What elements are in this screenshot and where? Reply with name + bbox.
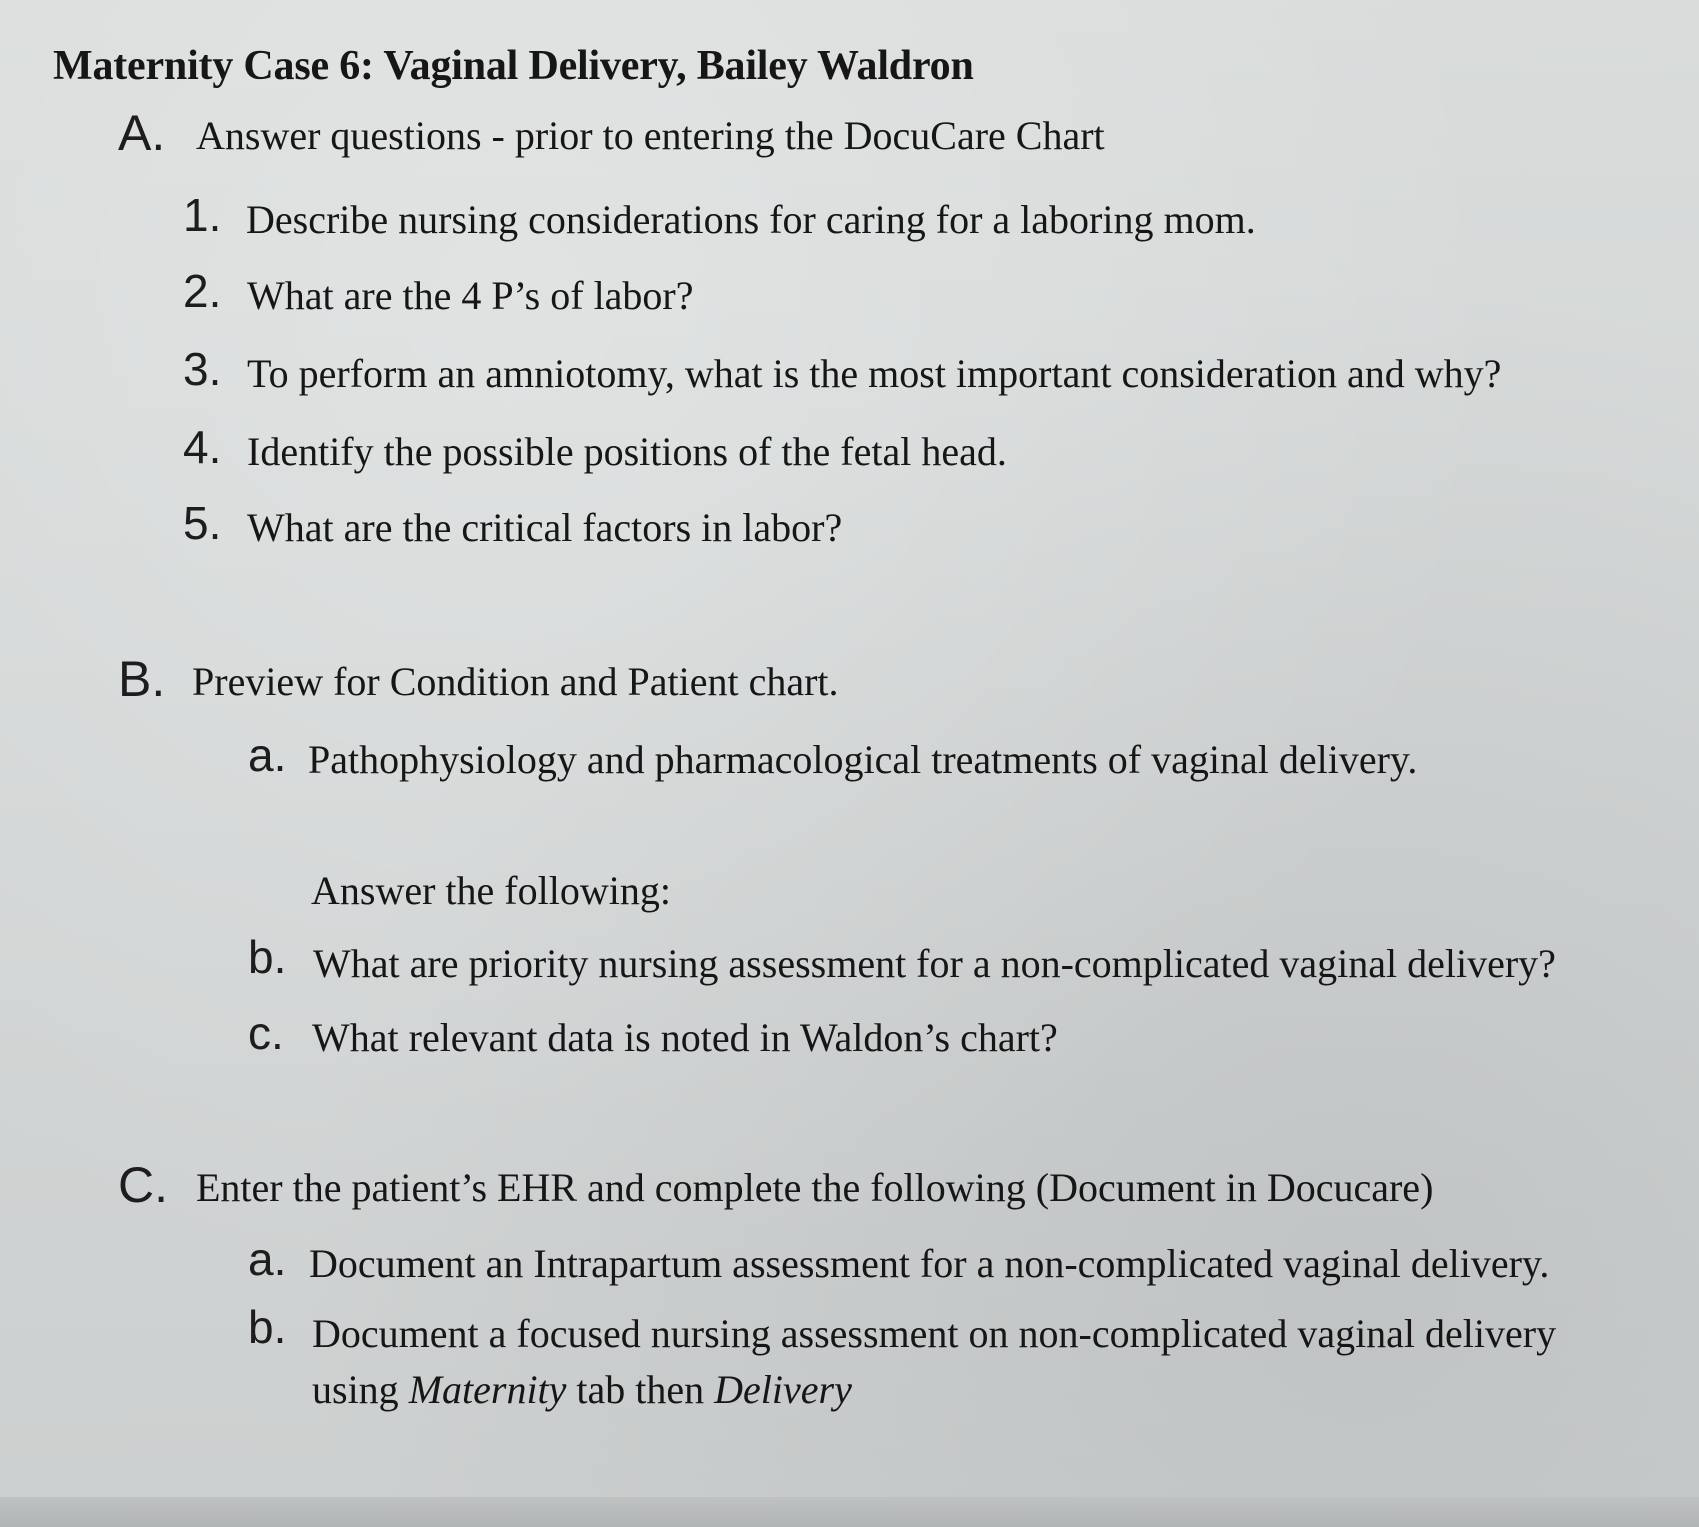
section-a-label: Answer questions - prior to entering the DocuCare Chart (196, 113, 1105, 158)
section-c-label: Enter the patient’s EHR and complete the following (Document in Docucare) (196, 1165, 1434, 1210)
list-item (183, 343, 1633, 406)
list-item (183, 497, 1483, 560)
page-title: Maternity Case 6: Vaginal Delivery, Bailey Waldron (53, 43, 974, 89)
item-number: 5. (183, 497, 222, 549)
item-text: What are the 4 P’s of labor? (247, 273, 694, 318)
delivery-tab-name: Delivery (714, 1367, 852, 1412)
item-text: To perform an amniotomy, what is the most important consideration and why? (247, 351, 1502, 396)
section-b-label: Preview for Condition and Patient chart. (192, 659, 839, 704)
item-text-line-1: Document a focused nursing assessment on non-complicated vaginal delivery (312, 1311, 1557, 1356)
item-text: What are the critical factors in labor? (247, 505, 843, 550)
item-letter: a. (248, 1233, 287, 1285)
section-a-heading (118, 105, 1318, 172)
section-a-marker: A. (118, 105, 166, 161)
page-bottom-edge (0, 1497, 1699, 1527)
list-item (248, 1007, 1548, 1070)
list-item (183, 265, 1483, 328)
item-text: Identify the possible positions of the fetal head. (247, 429, 1007, 474)
list-item (248, 931, 1668, 996)
answer-heading: Answer the following: (311, 868, 671, 913)
item-number: 3. (183, 343, 222, 395)
item-text: Describe nursing considerations for caring for a laboring mom. (246, 197, 1256, 242)
item-text: What are priority nursing assessment for a non-complicated vaginal delivery? (313, 941, 1556, 986)
item-number: 4. (183, 421, 222, 473)
list-item (248, 1233, 1668, 1296)
item-letter: a. (248, 729, 287, 781)
line-2-middle: tab then (566, 1367, 715, 1412)
section-b-marker: B. (118, 651, 166, 707)
section-c-marker: C. (118, 1157, 168, 1213)
list-item (248, 729, 1548, 792)
line-2-prefix: using (312, 1367, 409, 1412)
item-number: 2. (183, 265, 222, 317)
item-text: What relevant data is noted in Waldon’s chart? (312, 1015, 1058, 1060)
item-text: Pathophysiology and pharmacological treatments of vaginal delivery. (308, 737, 1418, 782)
item-letter: b. (248, 931, 287, 983)
maternity-tab-name: Maternity (408, 1367, 567, 1412)
item-letter: c. (248, 1007, 284, 1059)
item-number: 1. (183, 189, 222, 241)
section-c-heading (118, 1157, 1618, 1224)
list-item (183, 189, 1483, 252)
list-item (248, 1301, 1668, 1420)
list-item (183, 421, 1483, 484)
item-letter: b. (248, 1301, 287, 1353)
item-text: Document an Intrapartum assessment for a non-complicated vaginal delivery. (309, 1241, 1550, 1286)
section-b-heading (118, 651, 1318, 718)
item-text-line-2 (312, 1366, 852, 1413)
